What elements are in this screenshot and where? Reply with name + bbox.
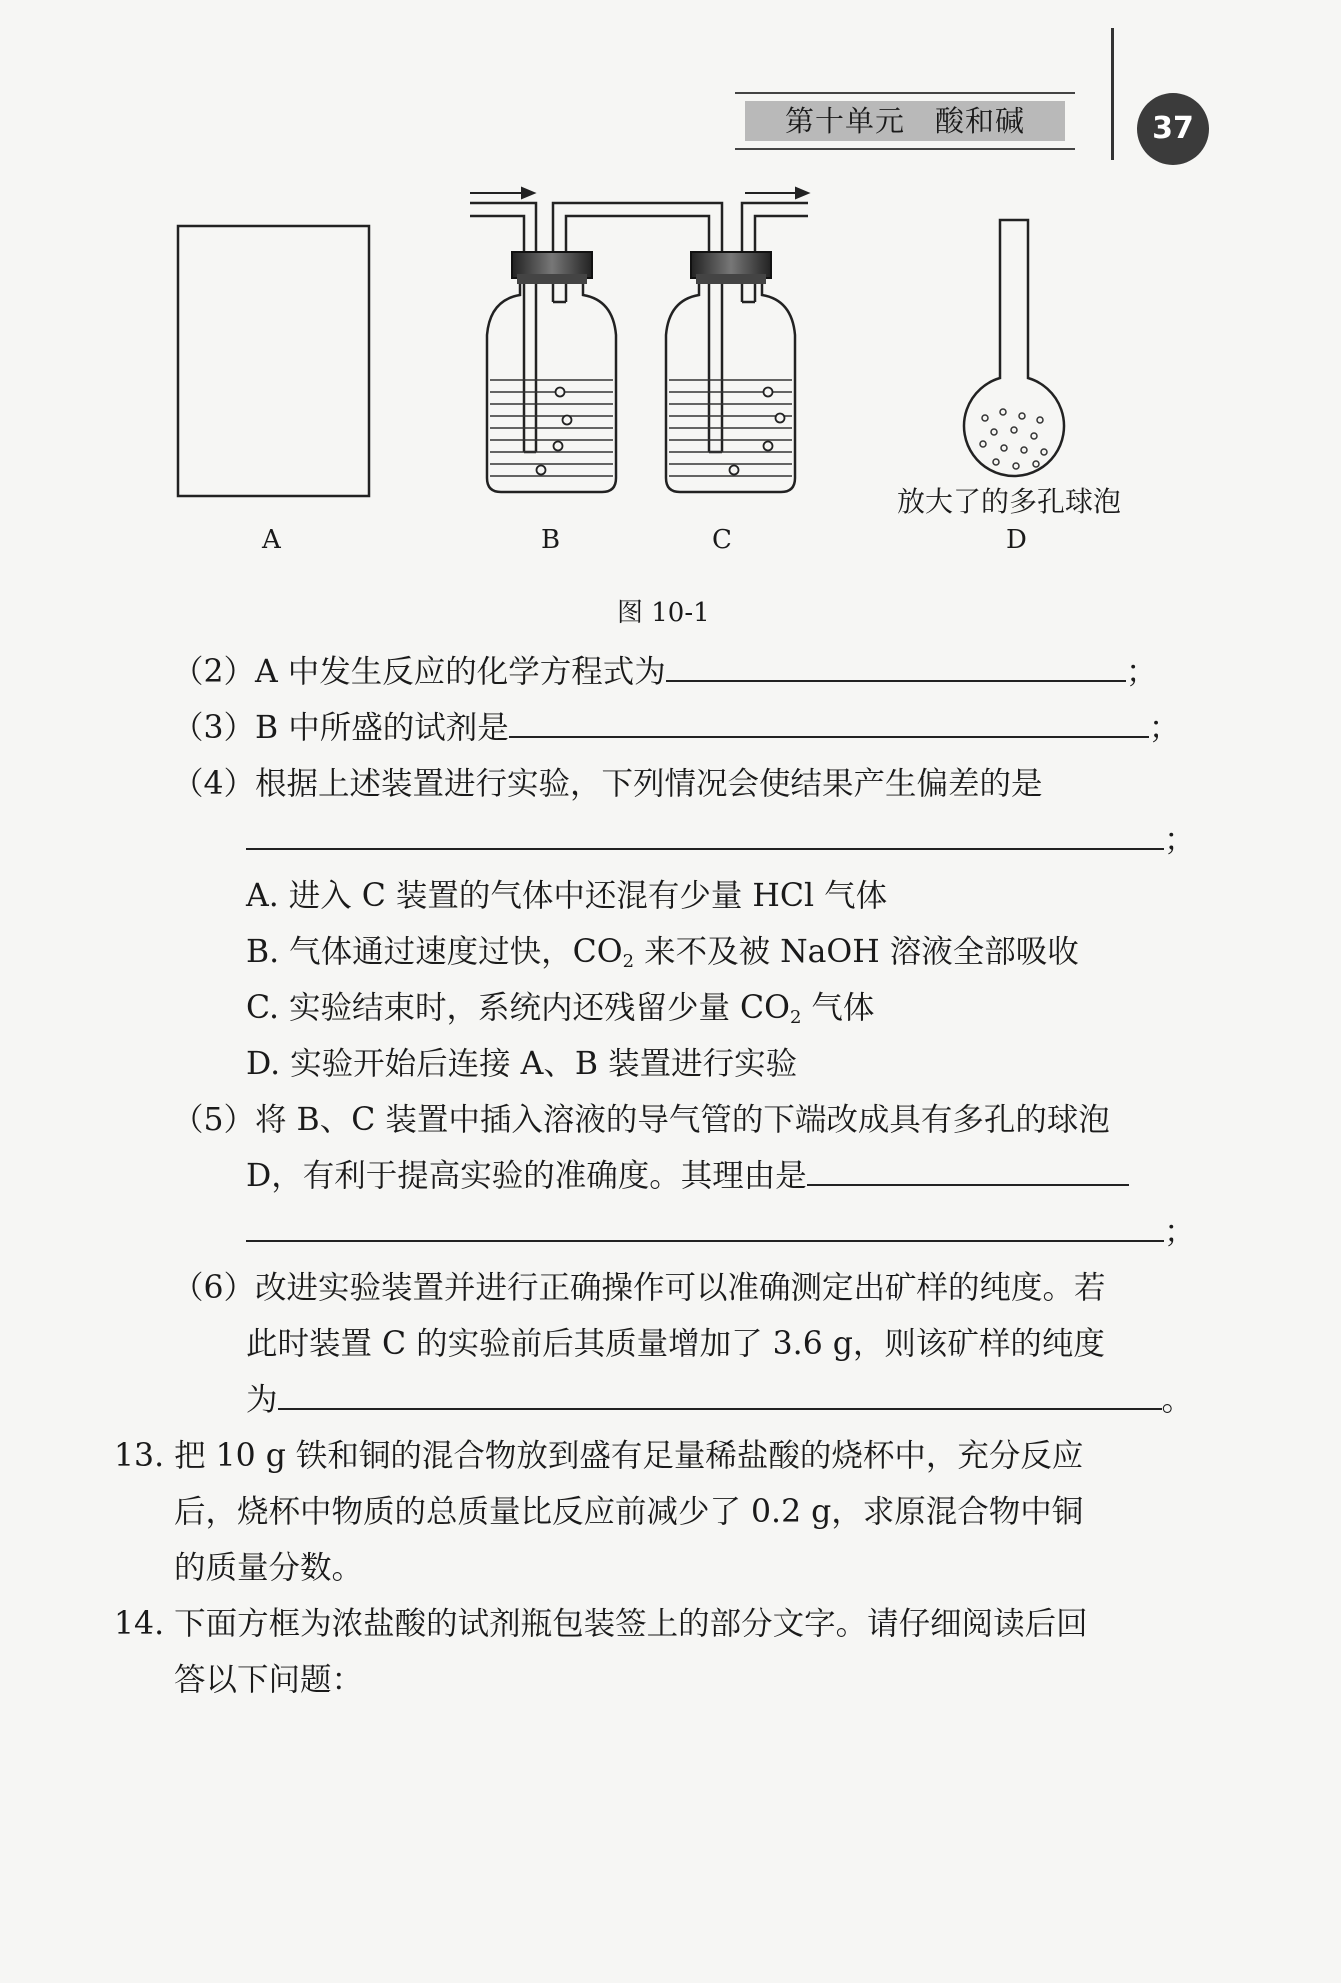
label-d: D <box>1006 525 1027 555</box>
q4b-text-end: 来不及被 NaOH 溶液全部吸收 <box>634 934 1079 970</box>
q5-blank-1 <box>807 1154 1129 1186</box>
semicolon: ； <box>1164 1214 1196 1250</box>
q6-line-3 <box>246 1378 1193 1422</box>
page-number: 37 <box>1137 93 1209 165</box>
q4-text: （4）根据上述装置进行实验，下列情况会使结果产生偏差的是 <box>172 766 1043 802</box>
q13-line-3: 的质量分数。 <box>174 1550 364 1586</box>
apparatus-drawing <box>0 0 1341 640</box>
q3-line <box>172 706 1180 750</box>
figure-10-1 <box>0 0 1341 640</box>
period: 。 <box>1161 1382 1194 1418</box>
q4-blank <box>246 818 1164 850</box>
q4c-text-end: 气体 <box>801 990 875 1026</box>
q4-option-b <box>246 930 1079 984</box>
q14-line-1: 14. 下面方框为浓盐酸的试剂瓶包装签上的部分文字。请仔细阅读后回 <box>114 1606 1088 1642</box>
label-a: A <box>262 525 281 555</box>
q5-text: D，有利于提高实验的准确度。其理由是 <box>246 1158 807 1194</box>
semicolon: ； <box>1148 710 1181 746</box>
q4b-text-start: B. 气体通过速度过快，CO <box>246 934 623 970</box>
q6-text: 为 <box>246 1382 278 1418</box>
q6-blank <box>278 1378 1162 1410</box>
q4-answer-line <box>246 818 1196 862</box>
label-c: C <box>712 525 732 555</box>
subscript-2: 2 <box>789 1007 802 1028</box>
bulb-note: 放大了的多孔球泡 <box>897 485 1122 518</box>
subscript-2: 2 <box>622 951 635 972</box>
semicolon: ； <box>1164 822 1196 858</box>
q3-text: （3）B 中所盛的试剂是 <box>172 710 509 746</box>
apparatus-a-box <box>178 226 369 496</box>
q5-blank-2 <box>246 1210 1164 1242</box>
q2-text: （2）A 中发生反应的化学方程式为 <box>172 654 666 690</box>
unit-title: 第十单元 酸和碱 <box>745 101 1065 141</box>
q14-line-2: 答以下问题： <box>174 1662 364 1698</box>
semicolon: ； <box>1125 654 1158 690</box>
bottle-c <box>666 252 795 492</box>
q2-line <box>172 650 1157 694</box>
q6-line-2: 此时装置 C 的实验前后其质量增加了 3.6 g，则该矿样的纯度 <box>246 1326 1105 1362</box>
connecting-tubes <box>470 203 808 253</box>
q4-line <box>172 762 1043 806</box>
q4-option-a: A. 进入 C 装置的气体中还混有少量 HCl 气体 <box>246 878 888 914</box>
q4-option-d: D. 实验开始后连接 A、B 装置进行实验 <box>246 1046 798 1082</box>
q3-blank <box>509 706 1149 738</box>
q5-line-3 <box>246 1210 1196 1254</box>
q4c-text-start: C. 实验结束时，系统内还残留少量 CO <box>246 990 790 1026</box>
q5-line-2 <box>246 1154 1129 1198</box>
outlet-arrow <box>745 188 808 198</box>
q13-line-1: 13. 把 10 g 铁和铜的混合物放到盛有足量稀盐酸的烧杯中，充分反应 <box>114 1438 1084 1474</box>
q4-option-c <box>246 986 874 1040</box>
bottle-b <box>487 252 616 492</box>
inlet-arrow <box>470 188 534 198</box>
q6-line-1: （6）改进实验装置并进行正确操作可以准确测定出矿样的纯度。若 <box>172 1270 1106 1306</box>
q5-line-1: （5）将 B、C 装置中插入溶液的导气管的下端改成具有多孔的球泡 <box>172 1102 1110 1138</box>
figure-caption: 图 10-1 <box>617 598 710 628</box>
porous-bulb-d <box>964 220 1064 476</box>
q13-line-2: 后，烧杯中物质的总质量比反应前减少了 0.2 g，求原混合物中铜 <box>174 1494 1084 1530</box>
q2-blank <box>666 650 1126 682</box>
label-b: B <box>541 525 561 555</box>
